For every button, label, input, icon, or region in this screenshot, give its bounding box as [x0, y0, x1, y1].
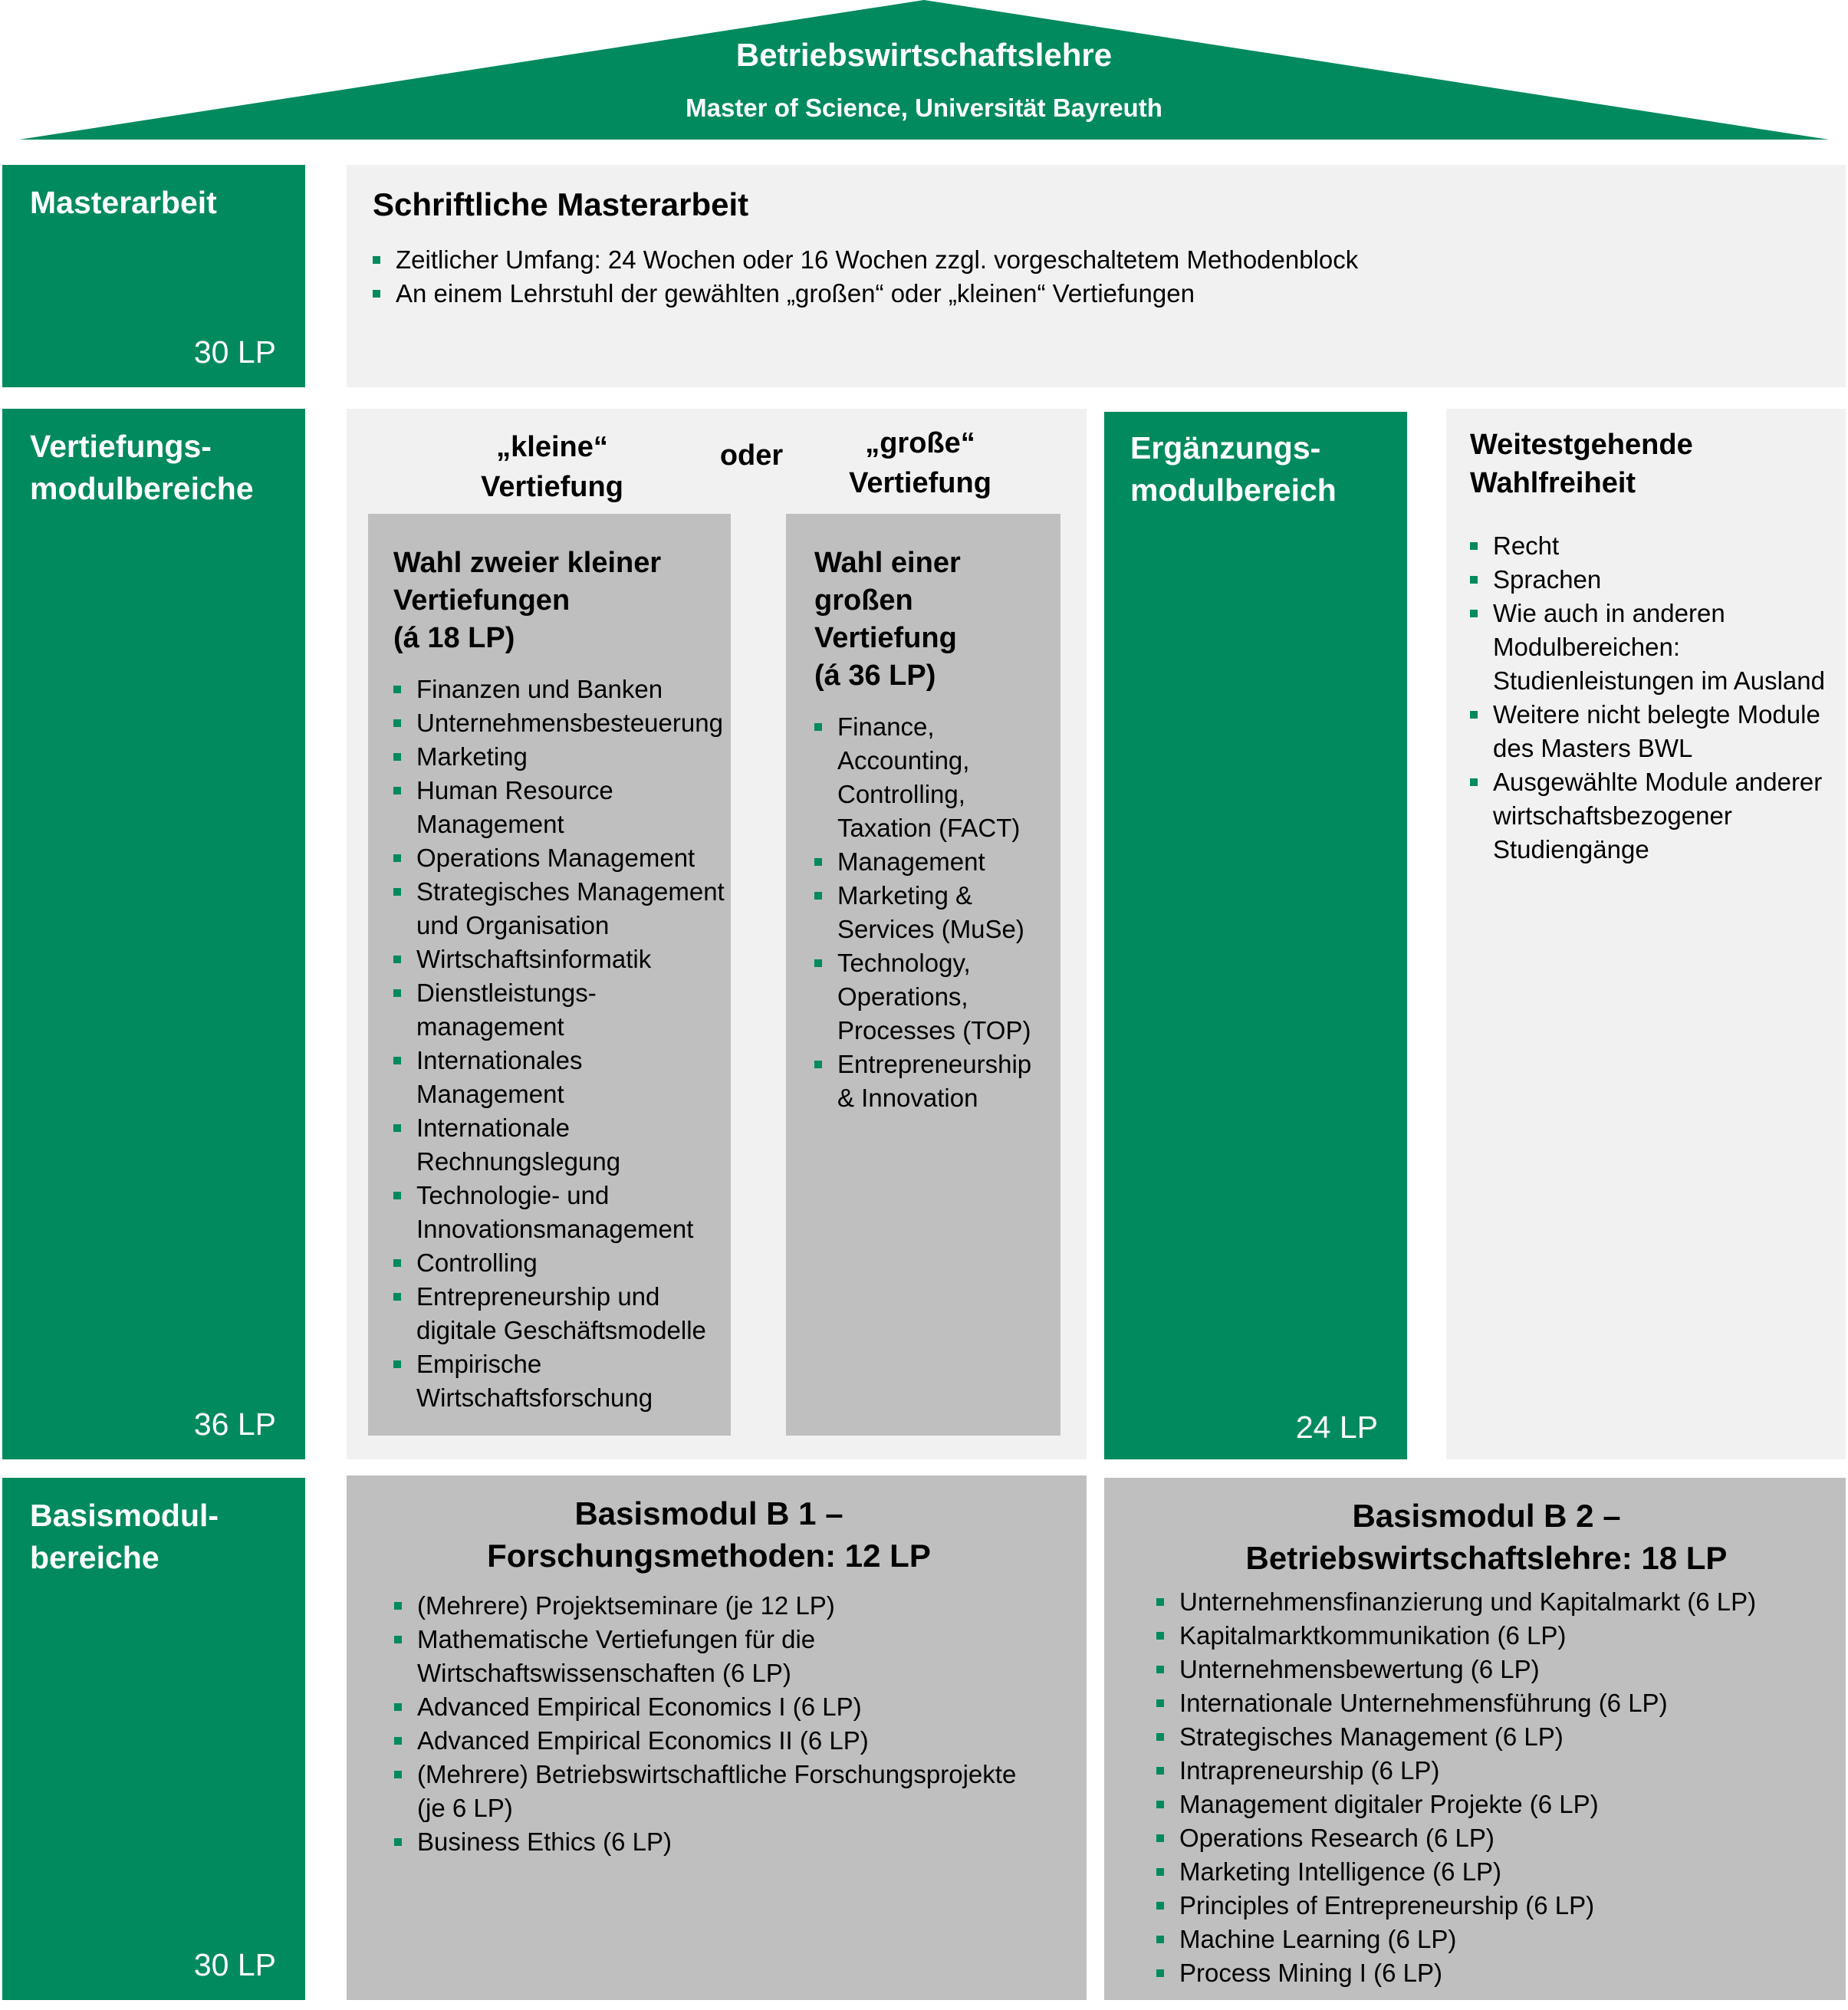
- list-item-line: Unternehmensbewertung (6 LP): [1179, 1655, 1540, 1683]
- row-label-masterarbeit: [2, 165, 305, 387]
- wahlfreiheit-list: [1470, 529, 1846, 867]
- list-item-line: Wirtschaftsforschung: [416, 1383, 653, 1412]
- wahlfreiheit-title: Weitestgehende Wahlfreiheit: [1470, 429, 1693, 499]
- list-item-line: wirtschaftsbezogener: [1493, 801, 1732, 830]
- list-item: [393, 1246, 731, 1280]
- list-item-line: & Innovation: [837, 1084, 978, 1112]
- erganzung-label: Ergänzungs-: [1130, 430, 1321, 465]
- list-item: [1470, 529, 1846, 563]
- list-item-line: Mathematische Vertiefungen für die: [417, 1625, 816, 1653]
- list-item-line: Services (MuSe): [837, 915, 1024, 943]
- list-item-line: Taxation (FACT): [837, 814, 1021, 842]
- wahlfreiheit-panel: [1446, 409, 1846, 1459]
- list-item-line: Internationale: [416, 1114, 570, 1142]
- list-item: [1156, 1956, 1846, 1990]
- list-item-line: Studiengänge: [1493, 835, 1649, 864]
- list-item-line: Management digitaler Projekte (6 LP): [1179, 1790, 1599, 1818]
- list-item: [1156, 1855, 1846, 1889]
- list-item: [814, 710, 1060, 845]
- list-item: [393, 1179, 731, 1246]
- list-item: [394, 1825, 1087, 1859]
- list-item-line: Processes (TOP): [837, 1016, 1031, 1044]
- or-label: oder: [719, 439, 784, 472]
- row-label-basis: [2, 1478, 305, 2000]
- list-item-line: Internationale Unternehmensführung (6 LP): [1179, 1689, 1668, 1717]
- list-item-line: Marketing &: [837, 881, 973, 910]
- basis1-list: [394, 1589, 1087, 1859]
- list-item: [1470, 563, 1846, 597]
- list-item-line: (je 6 LP): [417, 1794, 513, 1822]
- row-label-text: Vertiefungs-: [30, 429, 212, 464]
- row-label-vertiefung: [2, 409, 305, 1459]
- list-item: [1470, 597, 1846, 698]
- list-item-line: Studienleistungen im Ausland: [1493, 666, 1825, 695]
- thesis-bullets: [373, 243, 1846, 311]
- list-item-line: management: [416, 1012, 564, 1041]
- program-subtitle: Master of Science, Universität Bayreuth: [686, 94, 1162, 122]
- thesis-panel: [347, 165, 1846, 387]
- list-item-line: Ausgewählte Module anderer: [1493, 768, 1823, 796]
- list-item-line: Modulbereichen:: [1493, 633, 1680, 661]
- list-item-line: Controlling,: [837, 780, 965, 808]
- credit-points: 30 LP: [193, 334, 276, 370]
- thesis-title: Schriftliche Masterarbeit: [373, 186, 749, 222]
- list-item-line: Innovationsmanagement: [416, 1215, 694, 1243]
- list-item: [814, 845, 1060, 879]
- list-item-line: Sprachen: [1493, 565, 1602, 594]
- list-item-line: des Masters BWL: [1493, 734, 1693, 762]
- list-item-line: Finanzen und Banken: [416, 675, 663, 703]
- basis2-title: Basismodul B 2 – Betriebswirtschaftslehre: 18 LP: [1245, 1498, 1728, 1576]
- list-item-line: Accounting,: [837, 746, 970, 775]
- row-label-text: bereiche: [30, 1540, 159, 1575]
- list-item: [393, 673, 731, 706]
- list-item-line: Unternehmensbesteuerung: [416, 709, 723, 737]
- basis2-panel: [1104, 1478, 1846, 2000]
- list-item-line: Machine Learning (6 LP): [1179, 1925, 1457, 1953]
- list-item: [1156, 1619, 1846, 1653]
- list-item: An einem Lehrstuhl der gewählten „großen“ oder „kleinen“ Vertiefungen: [373, 277, 1846, 311]
- list-item: [394, 1589, 1087, 1623]
- list-item-line: Marketing: [416, 742, 528, 771]
- list-item-line: Entrepreneurship: [837, 1050, 1032, 1078]
- credit-points: 36 LP: [193, 1406, 276, 1442]
- list-item-line: Entrepreneurship und: [416, 1282, 660, 1311]
- list-item-line: Rechnungslegung: [416, 1147, 621, 1176]
- list-item: [393, 841, 731, 875]
- list-item-line: Weitere nicht belegte Module: [1493, 700, 1820, 729]
- list-item: [393, 740, 731, 774]
- list-item: [393, 1111, 731, 1179]
- row-label-text: Basismodul-: [30, 1498, 219, 1533]
- list-item-line: Wirtschaftswissenschaften (6 LP): [417, 1659, 791, 1687]
- list-item: [1156, 1889, 1846, 1923]
- list-item: [394, 1623, 1087, 1690]
- basis2-list: [1156, 1585, 1846, 1990]
- small-specialization-title: Wahl zweier kleiner Vertiefungen (á 18 LP): [393, 547, 662, 654]
- list-item: [1156, 1923, 1846, 1956]
- erganzung-label: modulbereich: [1130, 472, 1337, 508]
- erganzung-panel: [1104, 412, 1407, 1459]
- list-item-line: Process Mining I (6 LP): [1179, 1959, 1442, 1987]
- list-item: [1156, 1821, 1846, 1855]
- list-item-line: Operations Management: [416, 844, 695, 872]
- list-item-line: (Mehrere) Projektseminare (je 12 LP): [417, 1591, 835, 1620]
- list-item-line: Finance,: [837, 712, 935, 741]
- list-item-line: (Mehrere) Betriebswirtschaftliche Forschungsprojekte: [417, 1760, 1017, 1788]
- list-item-line: Unternehmensfinanzierung und Kapitalmarkt (6 LP): [1179, 1587, 1757, 1616]
- list-item-line: Technologie- und: [416, 1181, 610, 1209]
- list-item-line: Strategisches Management: [416, 877, 725, 906]
- basis1-title: Basismodul B 1 – Forschungsmethoden: 12 LP: [487, 1495, 931, 1574]
- list-item-line: Intrapreneurship (6 LP): [1179, 1756, 1440, 1785]
- list-item-line: digitale Geschäftsmodelle: [416, 1316, 706, 1344]
- list-item: Zeitlicher Umfang: 24 Wochen oder 16 Wochen zzgl. vorgeschaltetem Methodenblock: [373, 243, 1846, 277]
- list-item-line: Marketing Intelligence (6 LP): [1179, 1857, 1502, 1886]
- list-item: [1156, 1686, 1846, 1720]
- list-item-line: Operations,: [837, 982, 968, 1011]
- list-item: [1156, 1720, 1846, 1754]
- program-title: Betriebswirtschaftslehre: [735, 37, 1113, 73]
- list-item-line: und Organisation: [416, 911, 610, 939]
- row-label-text: modulbereiche: [30, 471, 254, 506]
- list-item: [814, 946, 1060, 1048]
- basis1-panel: [347, 1475, 1087, 2000]
- list-item-line: Wirtschaftsinformatik: [416, 945, 652, 973]
- list-item: [394, 1758, 1087, 1825]
- list-item: [393, 1044, 731, 1111]
- list-item: [394, 1690, 1087, 1724]
- list-item-line: Recht: [1493, 531, 1560, 560]
- list-item: [393, 875, 731, 942]
- list-item-line: Business Ethics (6 LP): [417, 1827, 672, 1856]
- large-specialization-header: „große“ Vertiefung: [849, 427, 991, 499]
- list-item-line: Technology,: [837, 949, 971, 977]
- list-item-line: Controlling: [416, 1248, 538, 1277]
- list-item-line: Management: [416, 810, 564, 838]
- large-specialization-box: [786, 514, 1060, 1436]
- list-item-line: Dienstleistungs-: [416, 979, 597, 1007]
- list-item: [393, 774, 731, 841]
- list-item-line: Internationales Management: [416, 1046, 583, 1108]
- list-item-line: Principles of Entrepreneurship (6 LP): [1179, 1891, 1595, 1920]
- row-label-text: Masterarbeit: [30, 185, 217, 220]
- list-item: [393, 942, 731, 976]
- credit-points: 24 LP: [1295, 1410, 1378, 1445]
- credit-points: 30 LP: [193, 1947, 276, 1982]
- list-item-line: Kapitalmarktkommunikation (6 LP): [1179, 1621, 1567, 1650]
- list-item: [393, 706, 731, 740]
- list-item: [814, 879, 1060, 946]
- list-item-line: Empirische: [416, 1350, 542, 1378]
- list-item-line: Advanced Empirical Economics II (6 LP): [417, 1726, 869, 1755]
- list-item: [394, 1724, 1087, 1758]
- small-specialization-box: [368, 514, 731, 1436]
- list-item: [1156, 1653, 1846, 1686]
- list-item: [1470, 765, 1846, 867]
- list-item: [1156, 1788, 1846, 1821]
- list-item-line: Advanced Empirical Economics I (6 LP): [417, 1693, 862, 1721]
- small-specialization-list: [393, 673, 731, 1415]
- list-item: [1156, 1585, 1846, 1619]
- list-item-line: Human Resource: [416, 776, 613, 804]
- list-item-line: Management: [837, 847, 985, 876]
- small-specialization-header: „kleine“ Vertiefung: [481, 431, 623, 503]
- list-item: [393, 1347, 731, 1415]
- list-item: [393, 976, 731, 1044]
- list-item: [393, 1280, 731, 1347]
- list-item-line: Strategisches Management (6 LP): [1179, 1722, 1564, 1751]
- large-specialization-title: Wahl einer großen Vertiefung (á 36 LP): [814, 547, 961, 692]
- list-item: [814, 1048, 1060, 1115]
- list-item: [1470, 698, 1846, 765]
- list-item-line: Wie auch in anderen: [1493, 599, 1725, 627]
- large-specialization-list: [814, 710, 1060, 1115]
- list-item-line: Operations Research (6 LP): [1179, 1824, 1495, 1852]
- list-item: [1156, 1754, 1846, 1788]
